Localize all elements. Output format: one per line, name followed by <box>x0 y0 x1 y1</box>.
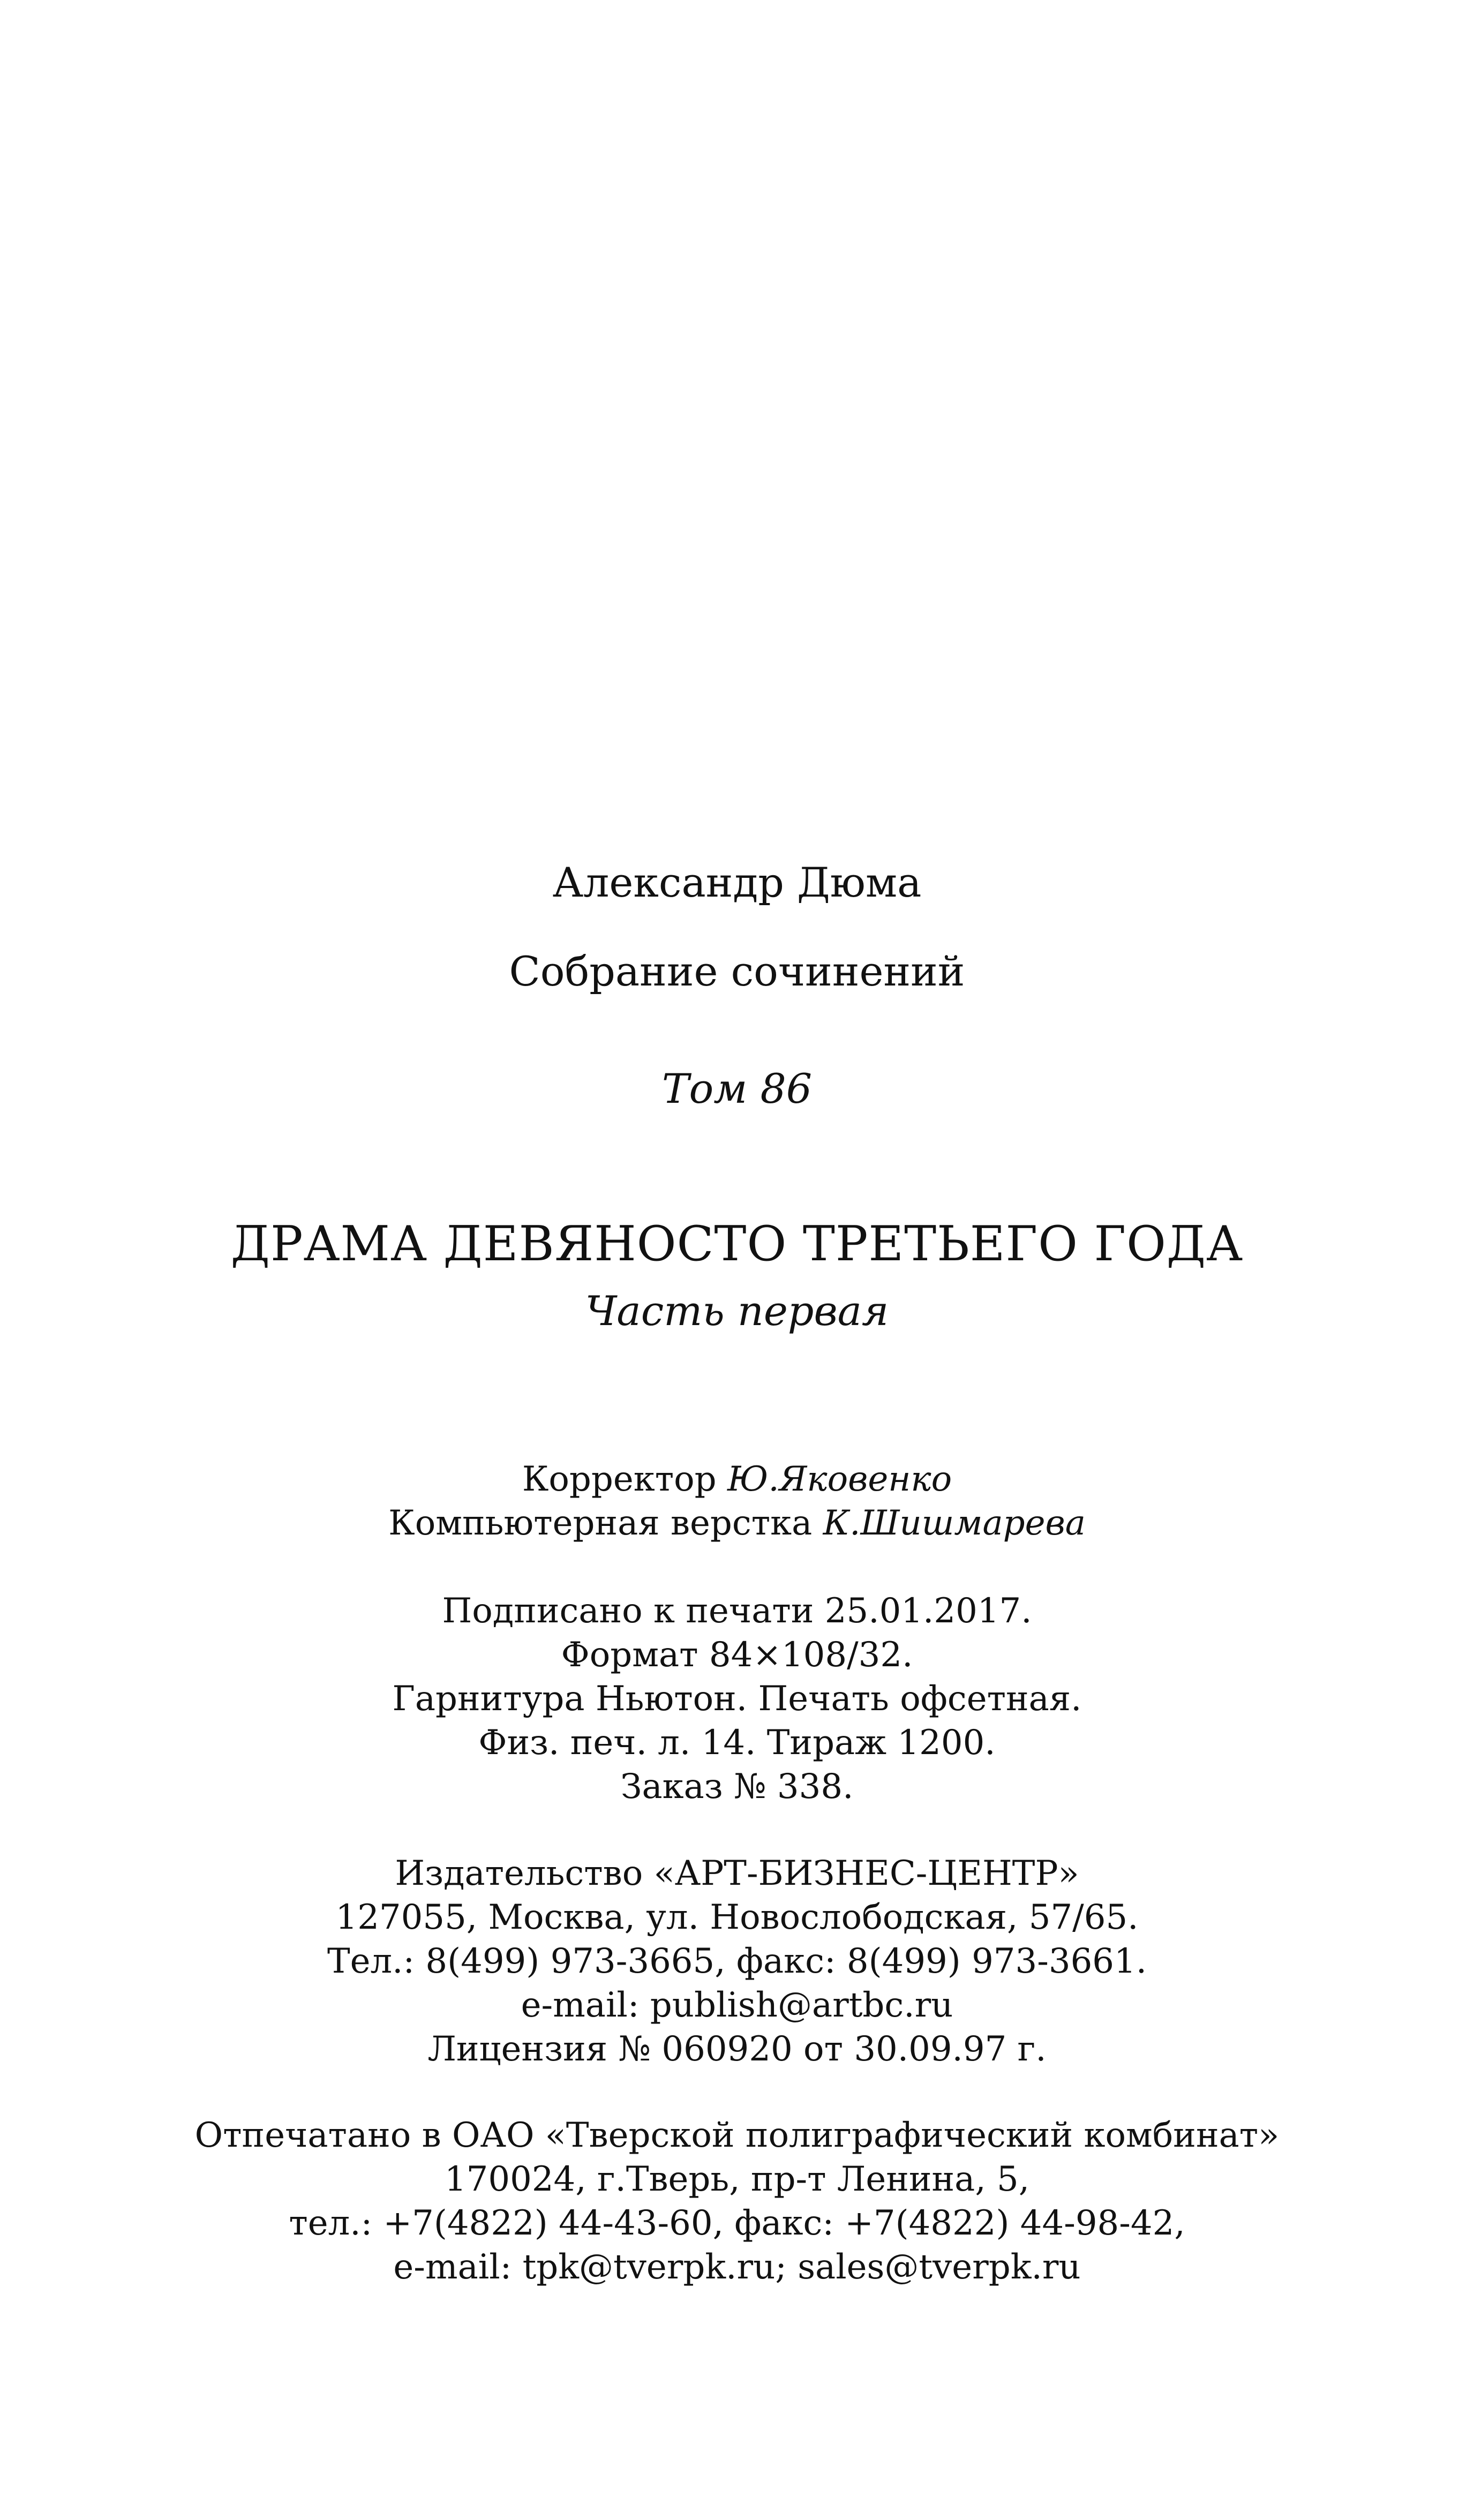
layout-line <box>0 1503 1474 1543</box>
print-signed: Подписано к печати 25.01.2017. <box>442 1591 1032 1631</box>
publisher-name: Издательство «АРТ-БИЗНЕС-ЦЕНТР» <box>395 1854 1079 1893</box>
corrector-label: Корректор <box>522 1460 717 1499</box>
print-typeface: Гарнитура Ньютон. Печать офсетная. <box>392 1679 1082 1719</box>
printer-phones: тел.: +7(4822) 44-43-60, факс: +7(4822) 44-98-42, <box>289 2203 1185 2243</box>
layout-label: Компьютерная верстка <box>388 1503 813 1543</box>
corrector-name: Ю.Яковенко <box>727 1460 952 1499</box>
print-format: Формат 84×108/32. <box>561 1635 913 1675</box>
book-title: ДРАМА ДЕВЯНОСТО ТРЕТЬЕГО ГОДА <box>230 1216 1244 1272</box>
publisher-address: 127055, Москва, ул. Новослободская, 57/65. <box>335 1898 1139 1937</box>
corrector-line <box>0 1460 1474 1499</box>
book-author: Александр Дюма <box>552 859 922 906</box>
printer-address: 170024, г.Тверь, пр-т Ленина, 5, <box>444 2160 1030 2199</box>
layout-name: К.Шишмарева <box>823 1503 1086 1543</box>
print-sheets: Физ. печ. л. 14. Тираж 1200. <box>478 1723 996 1763</box>
publisher-license: Лицензия № 060920 от 30.09.97 г. <box>427 2029 1047 2069</box>
print-order: Заказ № 338. <box>620 1767 854 1807</box>
book-volume: Том 86 <box>661 1065 813 1112</box>
publisher-phones: Тел.: 8(499) 973-3665, факс: 8(499) 973-3661. <box>327 1942 1147 1981</box>
book-part: Часть первая <box>585 1287 889 1335</box>
book-series: Собрание сочинений <box>509 947 965 995</box>
publisher-email: e-mail: publish@artbc.ru <box>521 1985 953 2025</box>
printer-email: e-mail: tpk@tverpk.ru; sales@tverpk.ru <box>393 2247 1081 2287</box>
printer-name: Отпечатано в ОАО «Тверской полиграфический комбинат» <box>194 2116 1280 2155</box>
